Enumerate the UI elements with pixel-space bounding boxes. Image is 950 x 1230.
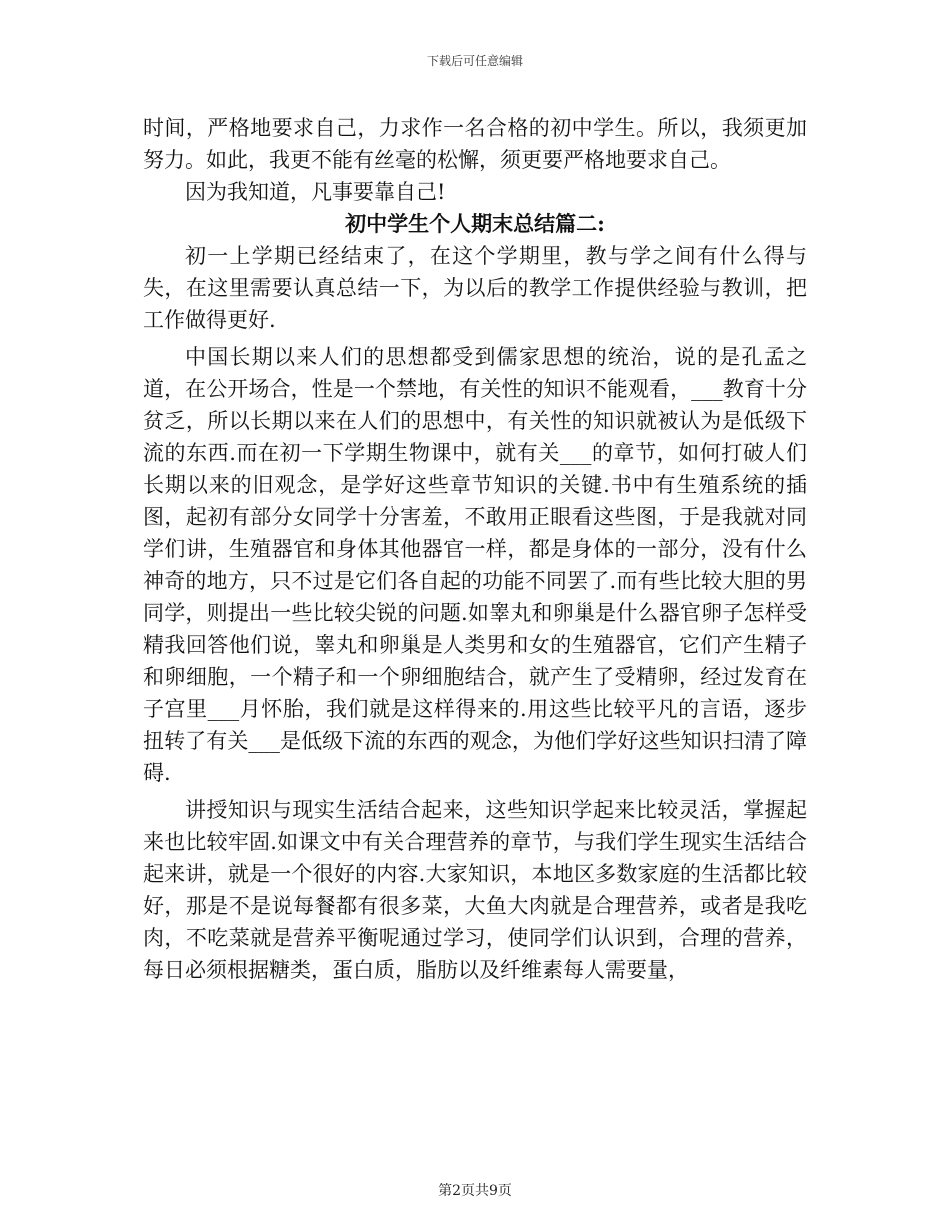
- paragraph-intro: 初一上学期已经结束了，在这个学期里，教与学之间有什么得与失，在这里需要认真总结一下，为以后的教学工作提供经验与教训，把工作做得更好.: [143, 244, 807, 332]
- document-body: [143, 112, 807, 986]
- paragraph-real-life: 讲授知识与现实生活结合起来，这些知识学起来比较灵活，掌握起来也比较牢固.如课文中有关合理营养的章节，与我们学生现实生活结合起来讲，就是一个很好的内容.大家知识，本地区多数家庭的生活都比较好，那是不是说每餐都有很多菜，大鱼大肉就是合理营养，或者是我吃肉，不吃菜就是营养平衡呢通过学习，使同学们认识到，合理的营养，每日必须根据糖类，蛋白质，脂肪以及纤维素每人需要量，: [143, 798, 807, 982]
- paragraph-closing-line: 因为我知道，凡事要靠自己!: [185, 180, 446, 204]
- section-heading: 初中学生个人期末总结篇二:: [345, 211, 605, 236]
- page-number: 第2页共9页: [438, 1183, 512, 1199]
- paragraph-teaching-approach: 中国长期以来人们的思想都受到儒家思想的统治，说的是孔孟之道，在公开场合，性是一个禁地，有关性的知识不能观看，___教育十分贫乏，所以长期以来在人们的思想中，有关性的知识就被认为是低级下流的东西.而在初一下学期生物课中，就有关___的章节，如何打破人们长期以来的旧观念，是学好这些章节知识的关键.书中有生殖系统的插图，起初有部分女同学十分害羞，不敢用正眼看这些图，于是我就对同学们讲，生殖器官和身体其他器官一样，都是身体的一部分，没有什么神奇的地方，只不过是它们各自起的功能不同罢了.而有些比较大胆的男同学，则提出一些比较尖锐的问题.如睾丸和卵巢是什么器官卵子怎样受精我回答他们说，睾丸和卵巢是人类男和女的生殖器官，它们产生精子和卵细胞，一个精子和一个卵细胞结合，就产生了受精卵，经过发育在子宫里___月怀胎，我们就是这样得来的.用这些比较平凡的言语，逐步扭转了有关___是低级下流的东西的观念，为他们学好这些知识扫清了障碍.: [143, 345, 807, 785]
- page-header: 下载后可任意编辑: [426, 54, 523, 68]
- paragraph-continued: 时间，严格地要求自己，力求作一名合格的初中学生。所以，我须更加努力。如此，我更不能有丝毫的松懈，须更要严格地要求自己。: [143, 116, 807, 172]
